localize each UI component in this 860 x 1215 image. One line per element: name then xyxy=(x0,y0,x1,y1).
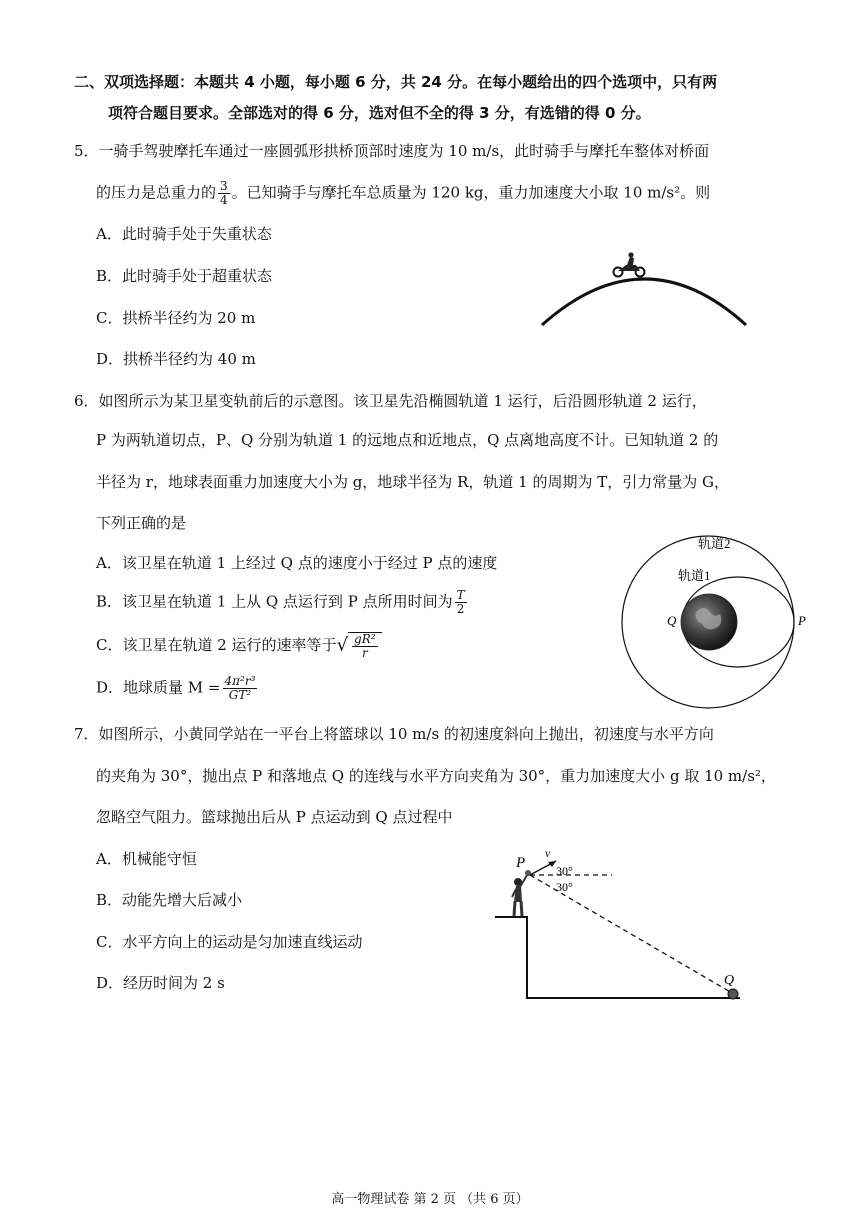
orbit-2-label: 轨道2 xyxy=(698,536,731,551)
q6-stem4: 下列正确的是 xyxy=(96,514,187,532)
q5-stem2a: 的压力是总重力的 xyxy=(96,183,217,202)
point-q-label: Q xyxy=(667,613,677,628)
q6-option-d-fraction xyxy=(223,675,258,702)
platform-outline xyxy=(495,917,740,998)
q5-frac-num: 3 xyxy=(220,179,228,193)
velocity-label: v xyxy=(545,846,551,860)
q7-stem-line1 xyxy=(74,724,714,744)
q5-bridge-figure xyxy=(530,245,760,330)
q5-stem-line1 xyxy=(74,141,709,161)
q5-option-b[interactable]: B．此时骑手处于超重状态 xyxy=(96,267,273,285)
q6-c-num: gR² xyxy=(354,632,376,646)
q6-orbit-figure xyxy=(608,530,808,710)
q5-stem1: 一骑手驾驶摩托车通过一座圆弧形拱桥顶部时速度为 10 m/s，此时骑手与摩托车整体对桥面 xyxy=(98,142,710,160)
q6-option-b-text: B．该卫星在轨道 1 上从 Q 点运行到 P 点所用时间为 xyxy=(96,592,453,611)
q6-option-b[interactable] xyxy=(96,589,469,616)
q6-option-d[interactable] xyxy=(96,675,259,702)
q5-option-a[interactable]: A．此时骑手处于失重状态 xyxy=(96,225,272,243)
q6-option-a[interactable]: A．该卫星在轨道 1 上经过 Q 点的速度小于经过 P 点的速度 xyxy=(96,554,498,572)
q5-stem2b: 。已知骑手与摩托车总质量为 120 kg，重力加速度大小取 10 m/s²。则 xyxy=(231,183,711,202)
q6-d-num: 4π²r³ xyxy=(224,674,256,688)
q7-option-c[interactable]: C．水平方向上的运动是匀加速直线运动 xyxy=(96,933,363,951)
q7-projectile-figure xyxy=(490,845,750,1005)
q7-option-a[interactable]: A．机械能守恒 xyxy=(96,850,197,868)
q6-option-c-text: C．该卫星在轨道 2 运行的速率等于 xyxy=(96,636,337,654)
q6-d-den: GT² xyxy=(228,688,252,702)
q6-b-num: T xyxy=(456,588,465,602)
page-footer: 高一物理试卷 第 2 页 （共 6 页） xyxy=(331,1192,529,1207)
q7-number: 7． xyxy=(74,725,99,743)
q6-stem-line1 xyxy=(74,391,707,411)
orbit-1-label: 轨道1 xyxy=(678,568,711,583)
motorcycle-icon xyxy=(614,252,645,276)
q6-sqrt: √ $\frac{\text{gR²}}{r}$ xyxy=(337,632,382,660)
q7-stem1: 如图所示，小黄同学站在一平台上将篮球以 10 m/s 的初速度斜向上抛出，初速度与水平方向 xyxy=(98,725,714,743)
section-heading: 二、双项选择题：本题共 4 小题，每小题 6 分，共 24 分。在每小题给出的四个选项中，只有两 xyxy=(74,73,718,91)
q6-c-den: r xyxy=(361,646,368,660)
q6-option-b-fraction xyxy=(455,589,467,616)
q6-option-c-fraction xyxy=(352,633,378,660)
point-p-label: P xyxy=(798,613,806,628)
angle-label-2: 30° xyxy=(556,880,573,894)
bridge-arc xyxy=(542,279,746,325)
q6-option-c[interactable] xyxy=(96,632,382,660)
point-p-label: P xyxy=(516,855,526,871)
q7-option-b[interactable]: B．动能先增大后减小 xyxy=(96,891,243,909)
person-icon xyxy=(512,870,531,916)
q6-stem3: 半径为 r，地球表面重力加速度大小为 g，地球半径为 R，轨道 1 的周期为 T，引力常量为 G， xyxy=(96,473,729,491)
q6-option-d-text: D．地球质量 M = xyxy=(96,678,221,697)
q6-b-den: 2 xyxy=(456,602,465,616)
point-q-label: Q xyxy=(724,973,735,988)
q6-stem2: P 为两轨道切点，P、Q 分别为轨道 1 的远地点和近地点，Q 点离地高度不计。已知轨道 2 的 xyxy=(96,431,719,449)
q7-stem3: 忽略空气阻力。篮球抛出后从 P 点运动到 Q 点过程中 xyxy=(96,808,453,826)
q6-stem1: 如图所示为某卫星变轨前后的示意图。该卫星先沿椭圆轨道 1 运行，后沿圆形轨道 2 运行， xyxy=(98,392,707,410)
q5-fraction xyxy=(218,180,230,207)
ball-q-icon xyxy=(728,989,738,999)
q7-option-d[interactable]: D．经历时间为 2 s xyxy=(96,974,225,992)
q6-number: 6． xyxy=(74,392,99,410)
q5-option-c[interactable]: C．拱桥半径约为 20 m xyxy=(96,309,256,327)
section-instructions: 项符合题目要求。全部选对的得 6 分，选对但不全的得 3 分，有选错的得 0 分。 xyxy=(108,104,651,122)
q5-frac-den: 4 xyxy=(220,193,228,207)
q5-number: 5． xyxy=(74,142,99,160)
angle-label-1: 30° xyxy=(556,864,573,878)
q7-stem2: 的夹角为 30°，抛出点 P 和落地点 Q 的连线与水平方向夹角为 30°，重力加速度大小 g 取 10 m/s²， xyxy=(96,767,776,785)
q5-option-d[interactable]: D．拱桥半径约为 40 m xyxy=(96,350,256,368)
q5-stem-line2 xyxy=(96,180,710,207)
